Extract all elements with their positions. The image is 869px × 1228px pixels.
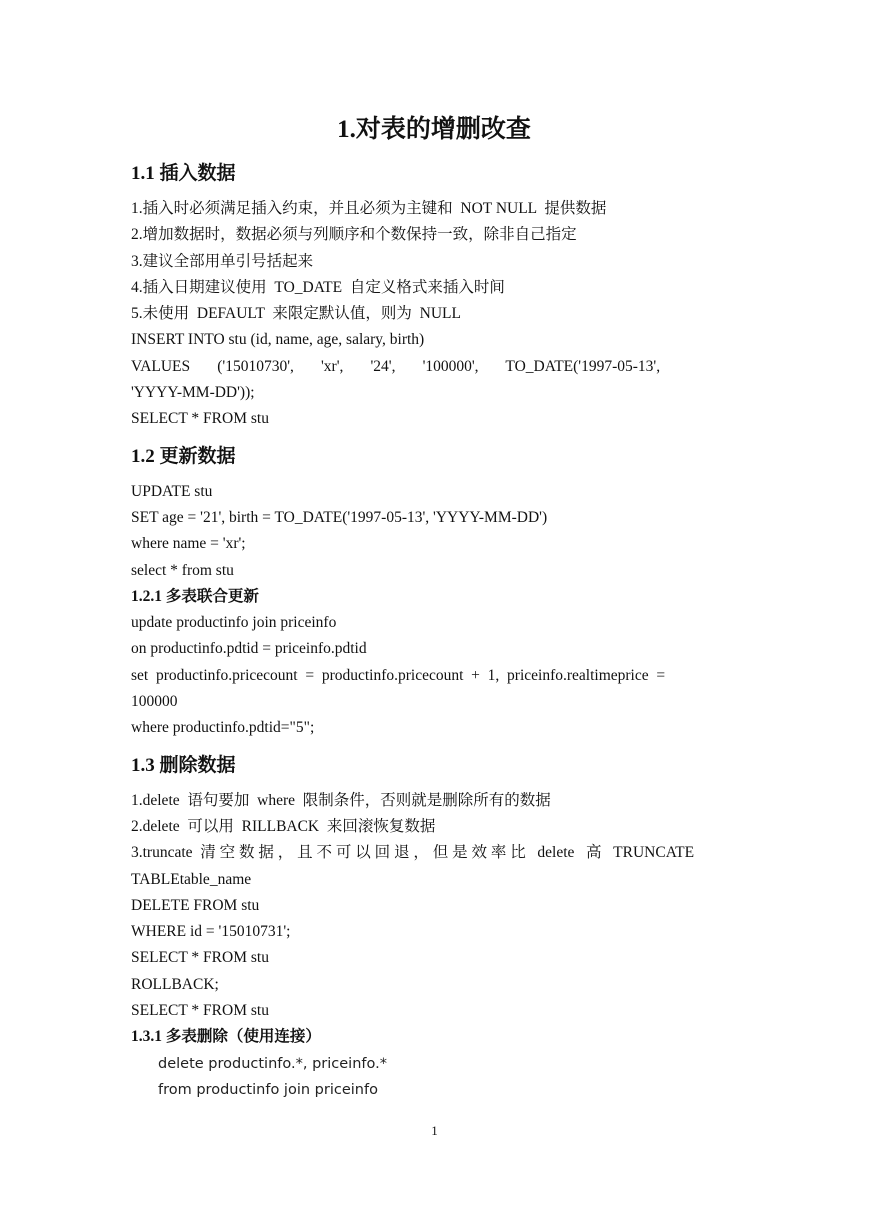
code-line: where productinfo.pdtid="5"; — [131, 719, 315, 737]
code-line: 'YYYY-MM-DD')); — [131, 384, 255, 402]
code-line: INSERT INTO stu (id, name, age, salary, birth) — [131, 331, 425, 349]
text-line: 3.建议全部用单引号括起来 — [131, 252, 314, 270]
code-line: update productinfo join priceinfo — [131, 614, 337, 632]
code-line: WHERE id = '15010731'; — [131, 923, 291, 941]
code-line: SELECT * FROM stu — [131, 1002, 269, 1020]
page-number: 1 — [431, 1123, 438, 1138]
code-line: SELECT * FROM stu — [131, 410, 269, 428]
code-line: from productinfo join priceinfo — [158, 1081, 378, 1098]
section-heading-update: 1.2 更新数据 — [131, 445, 236, 467]
text-line: 4.插入日期建议使用 TO_DATE 自定义格式来插入时间 — [131, 278, 505, 296]
code-line: set productinfo.pricecount = productinfo.pricecount + 1, priceinfo.realtimeprice = — [131, 666, 666, 684]
text-line: 1.插入时必须满足插入约束，并且必须为主键和 NOT NULL 提供数据 — [131, 200, 607, 217]
page-title: 1.对表的增删改查 — [337, 116, 531, 143]
section-heading-delete: 1.3 删除数据 — [131, 754, 236, 776]
section-heading-insert: 1.1 插入数据 — [131, 163, 236, 184]
text-line: 3.truncate 清 空 数 据 ， 且 不 可 以 回 退 ， 但 是 效 率 比 delete 高 TRUNCATE — [131, 844, 695, 862]
code-line: delete productinfo.*, priceinfo.* — [158, 1055, 387, 1072]
text-line: 1.delete 语句要加 where 限制条件，否则就是删除所有的数据 — [131, 791, 551, 809]
subsection-heading-multi-delete: 1.3.1 多表删除（使用连接） — [131, 1028, 321, 1046]
code-line: ROLLBACK; — [131, 975, 219, 993]
code-line: on productinfo.pdtid = priceinfo.pdtid — [131, 640, 367, 658]
code-line: UPDATE stu — [131, 482, 213, 500]
subsection-heading-multi-update: 1.2.1 多表联合更新 — [131, 587, 259, 605]
text-line: 2.增加数据时，数据必须与列顺序和个数保持一致，除非自己指定 — [131, 226, 577, 244]
code-line: SELECT * FROM stu — [131, 949, 269, 967]
text-line: 2.delete 可以用 RILLBACK 来回滚恢复数据 — [131, 817, 436, 835]
code-line: SET age = '21', birth = TO_DATE('1997-05-13', 'YYYY-MM-DD') — [131, 508, 548, 526]
page-content — [131, 110, 737, 1103]
code-line: select * from stu — [131, 561, 234, 579]
code-line: where name = 'xr'; — [131, 535, 246, 553]
code-line: DELETE FROM stu — [131, 896, 260, 914]
text-line: TABLEtable_name — [131, 870, 252, 888]
code-line: 100000 — [131, 693, 178, 711]
text-line: 5.未使用 DEFAULT 来限定默认值，则为 NULL — [131, 305, 461, 323]
code-line: VALUES ('15010730', 'xr', '24', '100000', TO_DATE('1997-05-13', — [131, 357, 661, 375]
